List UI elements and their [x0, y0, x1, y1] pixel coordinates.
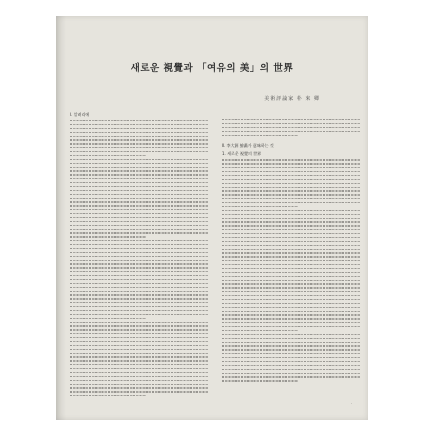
- text-line: [70, 287, 208, 288]
- left-column-text: [70, 120, 208, 396]
- text-line: [222, 163, 360, 164]
- text-line: [70, 345, 208, 346]
- text-line: [222, 159, 360, 160]
- text-line: [222, 357, 360, 358]
- text-line: [70, 194, 208, 195]
- text-line: [70, 174, 208, 175]
- text-line: [70, 190, 208, 191]
- text-line: [70, 325, 208, 326]
- right-column-text: [222, 159, 360, 381]
- text-line: [70, 225, 208, 226]
- text-line: [70, 380, 208, 381]
- text-line: [222, 123, 360, 124]
- text-line: [222, 264, 360, 265]
- text-line: [222, 194, 360, 195]
- text-line: [70, 155, 146, 156]
- text-line: [222, 210, 360, 211]
- text-line: [70, 376, 208, 377]
- text-line: [222, 272, 360, 273]
- text-line: [222, 214, 360, 215]
- text-line: [70, 201, 208, 202]
- text-line: [70, 132, 208, 133]
- text-line: [70, 341, 208, 342]
- text-line: [222, 260, 360, 261]
- text-line: [70, 349, 208, 350]
- text-line: [70, 333, 208, 334]
- text-line: [222, 369, 360, 370]
- text-line: [222, 291, 360, 292]
- text-line: [222, 314, 360, 315]
- text-line: [222, 326, 360, 327]
- text-line: [222, 276, 360, 277]
- text-line: [222, 119, 360, 120]
- text-line: [222, 299, 360, 300]
- text-line: [70, 124, 208, 125]
- text-line: [70, 256, 208, 257]
- text-line: [222, 311, 360, 312]
- text-line: [222, 171, 360, 172]
- text-line: [70, 143, 208, 144]
- text-line: [222, 245, 360, 246]
- text-line: [222, 167, 360, 168]
- text-line: [222, 338, 360, 339]
- text-line: [70, 263, 208, 264]
- text-line: [222, 322, 360, 323]
- text-line: [70, 360, 208, 361]
- text-line: [70, 209, 208, 210]
- text-line: [222, 303, 360, 304]
- text-line: [222, 187, 360, 188]
- text-line: [70, 353, 208, 354]
- right-column: [222, 119, 360, 384]
- text-line: [222, 349, 360, 350]
- text-line: [70, 279, 208, 280]
- text-line: [70, 391, 208, 392]
- text-line: [70, 302, 208, 303]
- text-line: [70, 205, 208, 206]
- text-line: [70, 229, 208, 230]
- text-line: [222, 365, 360, 366]
- text-line: [222, 318, 360, 319]
- text-line: [70, 248, 208, 249]
- text-line: [70, 198, 208, 199]
- text-line: [222, 233, 360, 234]
- text-line: [70, 395, 146, 396]
- text-line: [222, 334, 360, 335]
- right-column-intro-text: [222, 119, 360, 136]
- text-line: [70, 151, 208, 152]
- text-line: [70, 337, 208, 338]
- binding-shadow: [56, 16, 66, 420]
- text-line: [222, 330, 298, 331]
- text-line: [222, 131, 360, 132]
- text-line: [222, 280, 360, 281]
- text-line: [222, 283, 360, 284]
- text-line: [222, 268, 360, 269]
- text-line: [222, 256, 360, 257]
- text-line: [222, 175, 360, 176]
- text-line: [222, 287, 360, 288]
- text-line: [222, 206, 298, 207]
- text-line: [70, 186, 208, 187]
- text-line: [222, 179, 360, 180]
- text-line: [222, 221, 360, 222]
- text-line: [70, 136, 208, 137]
- text-line: [222, 229, 360, 230]
- text-line: [70, 267, 208, 268]
- text-line: [70, 260, 208, 261]
- text-line: [222, 376, 360, 377]
- text-line: [222, 198, 360, 199]
- text-line: [70, 213, 208, 214]
- text-line: [222, 361, 360, 362]
- text-line: [70, 322, 208, 323]
- text-line: [70, 283, 208, 284]
- text-line: [222, 373, 360, 374]
- text-line: [70, 236, 146, 237]
- text-line: [70, 291, 208, 292]
- text-line: [70, 128, 208, 129]
- text-line: [70, 244, 208, 245]
- text-line: [222, 252, 360, 253]
- section-2-heading: Ⅱ. 李大源 繪畵가 意味하는 것: [222, 143, 274, 149]
- text-line: [70, 240, 208, 241]
- text-line: [222, 218, 360, 219]
- text-line: [222, 241, 360, 242]
- text-line: [222, 225, 360, 226]
- text-line: [70, 306, 208, 307]
- section-1-heading: Ⅰ. 알려리에: [70, 112, 90, 117]
- text-line: [70, 310, 208, 311]
- text-line: [222, 202, 360, 203]
- text-line: [70, 387, 208, 388]
- text-line: [70, 318, 146, 319]
- text-line: [222, 237, 360, 238]
- text-line: [70, 298, 208, 299]
- left-column: [70, 112, 208, 399]
- text-line: [222, 190, 360, 191]
- text-line: [70, 178, 208, 179]
- text-line: [222, 295, 360, 296]
- article-author: 美術評論家 朴 來 卿: [264, 96, 320, 102]
- section-2-subheading: 1. 새로운 視覺의 世界: [222, 151, 262, 157]
- text-line: [222, 135, 298, 136]
- text-line: [70, 252, 208, 253]
- text-line: [70, 372, 208, 373]
- text-line: [70, 314, 208, 315]
- text-line: [70, 120, 208, 121]
- text-line: [70, 271, 208, 272]
- text-line: [70, 217, 208, 218]
- text-line: [222, 353, 360, 354]
- text-line: [222, 345, 360, 346]
- text-line: [222, 307, 360, 308]
- article-title: 새로운 視覺과 「여유의 美」의 世界: [130, 63, 294, 74]
- text-line: [70, 182, 208, 183]
- text-line: [70, 147, 208, 148]
- text-line: [70, 167, 208, 168]
- text-line: [70, 329, 208, 330]
- text-line: [222, 342, 360, 343]
- text-line: [70, 221, 208, 222]
- text-line: [70, 384, 208, 385]
- text-line: [70, 232, 208, 233]
- text-line: [70, 139, 208, 140]
- text-line: [222, 127, 360, 128]
- text-line: [70, 159, 208, 160]
- magazine-page: [56, 16, 368, 420]
- text-line: [222, 183, 360, 184]
- text-line: [70, 275, 208, 276]
- text-line: [70, 368, 208, 369]
- text-line: [222, 380, 298, 381]
- text-line: [70, 294, 208, 295]
- text-line: [222, 249, 360, 250]
- text-line: [70, 364, 208, 365]
- text-line: [70, 163, 208, 164]
- text-line: [70, 356, 208, 357]
- text-line: [70, 170, 208, 171]
- page-number: ·: [350, 402, 352, 406]
